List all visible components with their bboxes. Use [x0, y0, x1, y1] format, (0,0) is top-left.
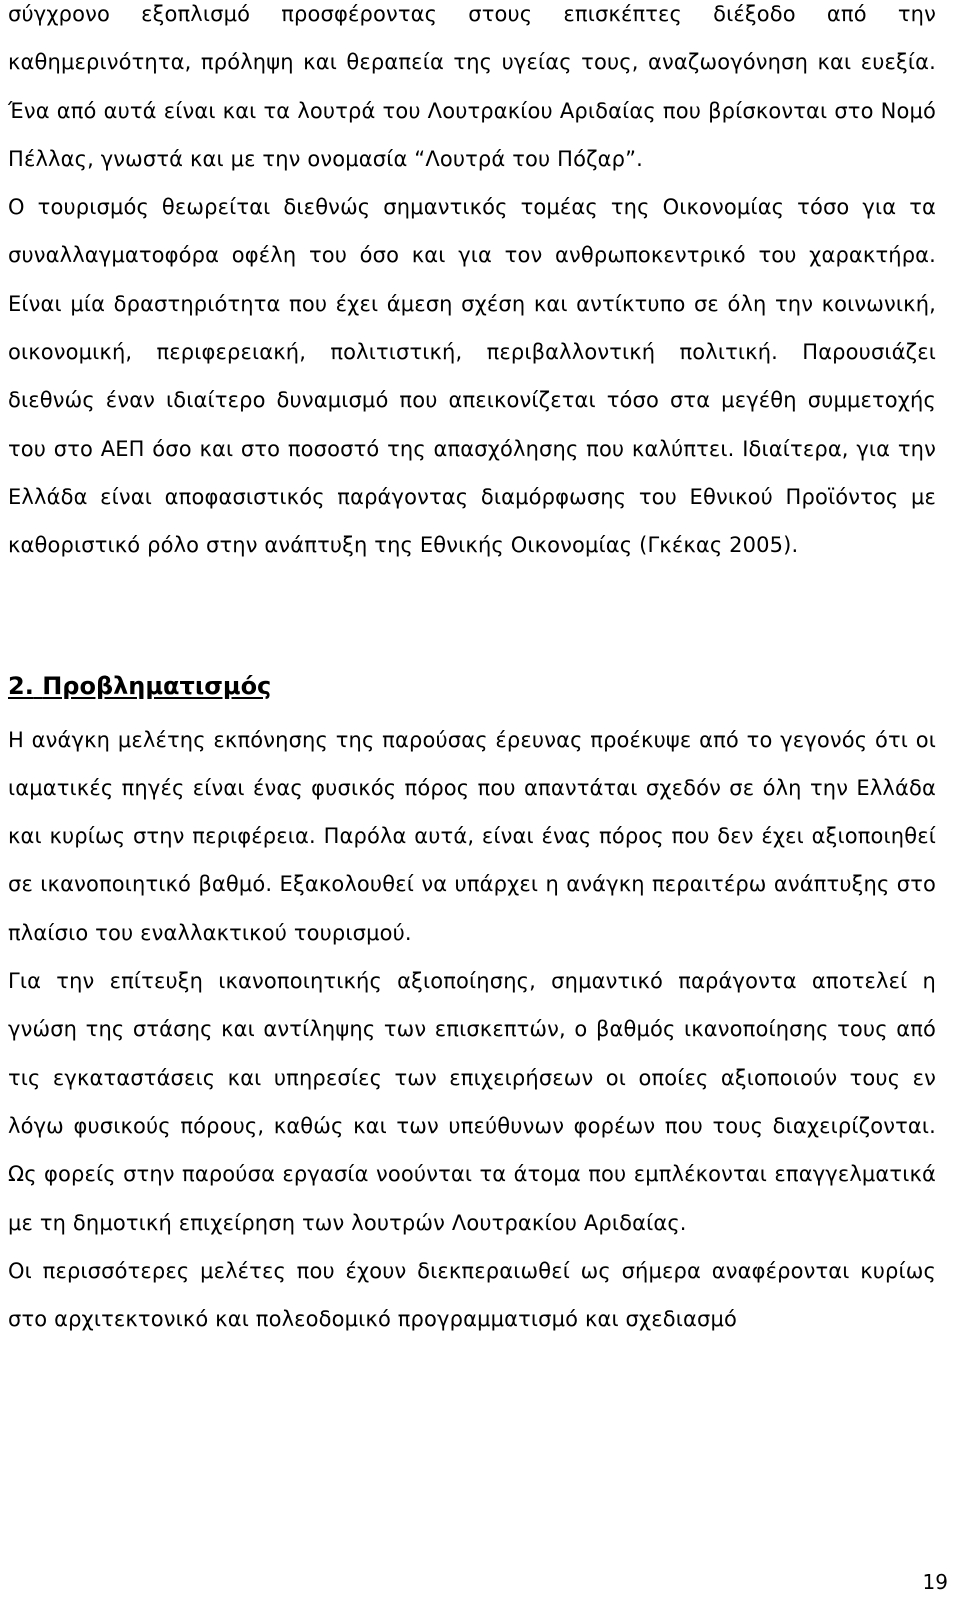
document-page	[8, 0, 936, 1343]
section-number: 2.	[8, 671, 34, 700]
section-heading	[8, 656, 936, 716]
paragraph-previous-studies: Οι περισσότερες μελέτες που έχουν διεκπεραιωθεί ως σήμερα αναφέρονται κυρίως στο αρχιτεκτονικό και πολεοδομικό προγραμματισμό και σχεδιασμό	[8, 1258, 936, 1332]
page-number: 19	[922, 1570, 948, 1594]
paragraph-research-need: Η ανάγκη μελέτης εκπόνησης της παρούσας έρευνας προέκυψε από το γεγονός ότι οι ιαματικές πηγές είναι ένας φυσικός πόρος που απαντάται σχεδόν σε όλη την Ελλάδα και κυρίως στην περιφέρεια. Παρόλα αυτά, είναι ένας πόρος που δεν έχει αξιοποιηθεί σε ικανοποιητικό βαθμό. Εξακολουθεί να υπάρχει η ανάγκη περαιτέρω ανάπτυξης στο πλαίσιο του εναλλακτικού τουρισμού.	[8, 727, 936, 945]
paragraph-visitor-satisfaction: Για την επίτευξη ικανοποιητικής αξιοποίησης, σημαντικό παράγοντα αποτελεί η γνώση της στάσης και αντίληψης των επισκεπτών, ο βαθμός ικανοποίησης τους από τις εγκαταστάσεις και υπηρεσίες των επιχειρήσεων οι οποίες αξιοποιούν τους εν λόγω φυσικούς πόρους, καθώς και των υπεύθυνων φορέων που τους διαχειρίζονται. Ως φορείς στην παρούσα εργασία νοούνται τα άτομα που εμπλέκονται επαγγελματικά με τη δημοτική επιχείρηση των λουτρών Λουτρακίου Αριδαίας.	[8, 969, 936, 1235]
paragraph-spa-intro: σύγχρονο εξοπλισμό προσφέροντας στους επισκέπτες διέξοδο από την καθημερινότητα, πρόληψη και θεραπεία της υγείας τους, αναζωογόνηση και ευεξία. Ένα από αυτά είναι και τα λουτρά του Λουτρακίου Αριδαίας που βρίσκονται στο Νομό Πέλλας, γνωστά και με την ονομασία “Λουτρά του Πόζαρ”.	[8, 2, 936, 171]
paragraph-tourism-economy: Ο τουρισμός θεωρείται διεθνώς σημαντικός τομέας της Οικονομίας τόσο για τα συναλλαγματοφόρα οφέλη του όσο και για τον ανθρωποκεντρικό του χαρακτήρα. Είναι μία δραστηριότητα που έχει άμεση σχέση και αντίκτυπο σε όλη την κοινωνική, οικονομική, περιφερειακή, πολιτιστική, περιβαλλοντική πολιτική. Παρουσιάζει διεθνώς έναν ιδιαίτερο δυναμισμό που απεικονίζεται τόσο στα μεγέθη συμμετοχής του στο ΑΕΠ όσο και στο ποσοστό της απασχόλησης που καλύπτει. Ιδιαίτερα, για την Ελλάδα είναι αποφασιστικός παράγοντας διαμόρφωσης του Εθνικού Προϊόντος με καθοριστικό ρόλο στην ανάπτυξη της Εθνικής Οικονομίας (Γκέκας 2005).	[8, 195, 936, 558]
section-title: Προβληματισμός	[42, 671, 272, 700]
section-gap	[8, 570, 936, 656]
